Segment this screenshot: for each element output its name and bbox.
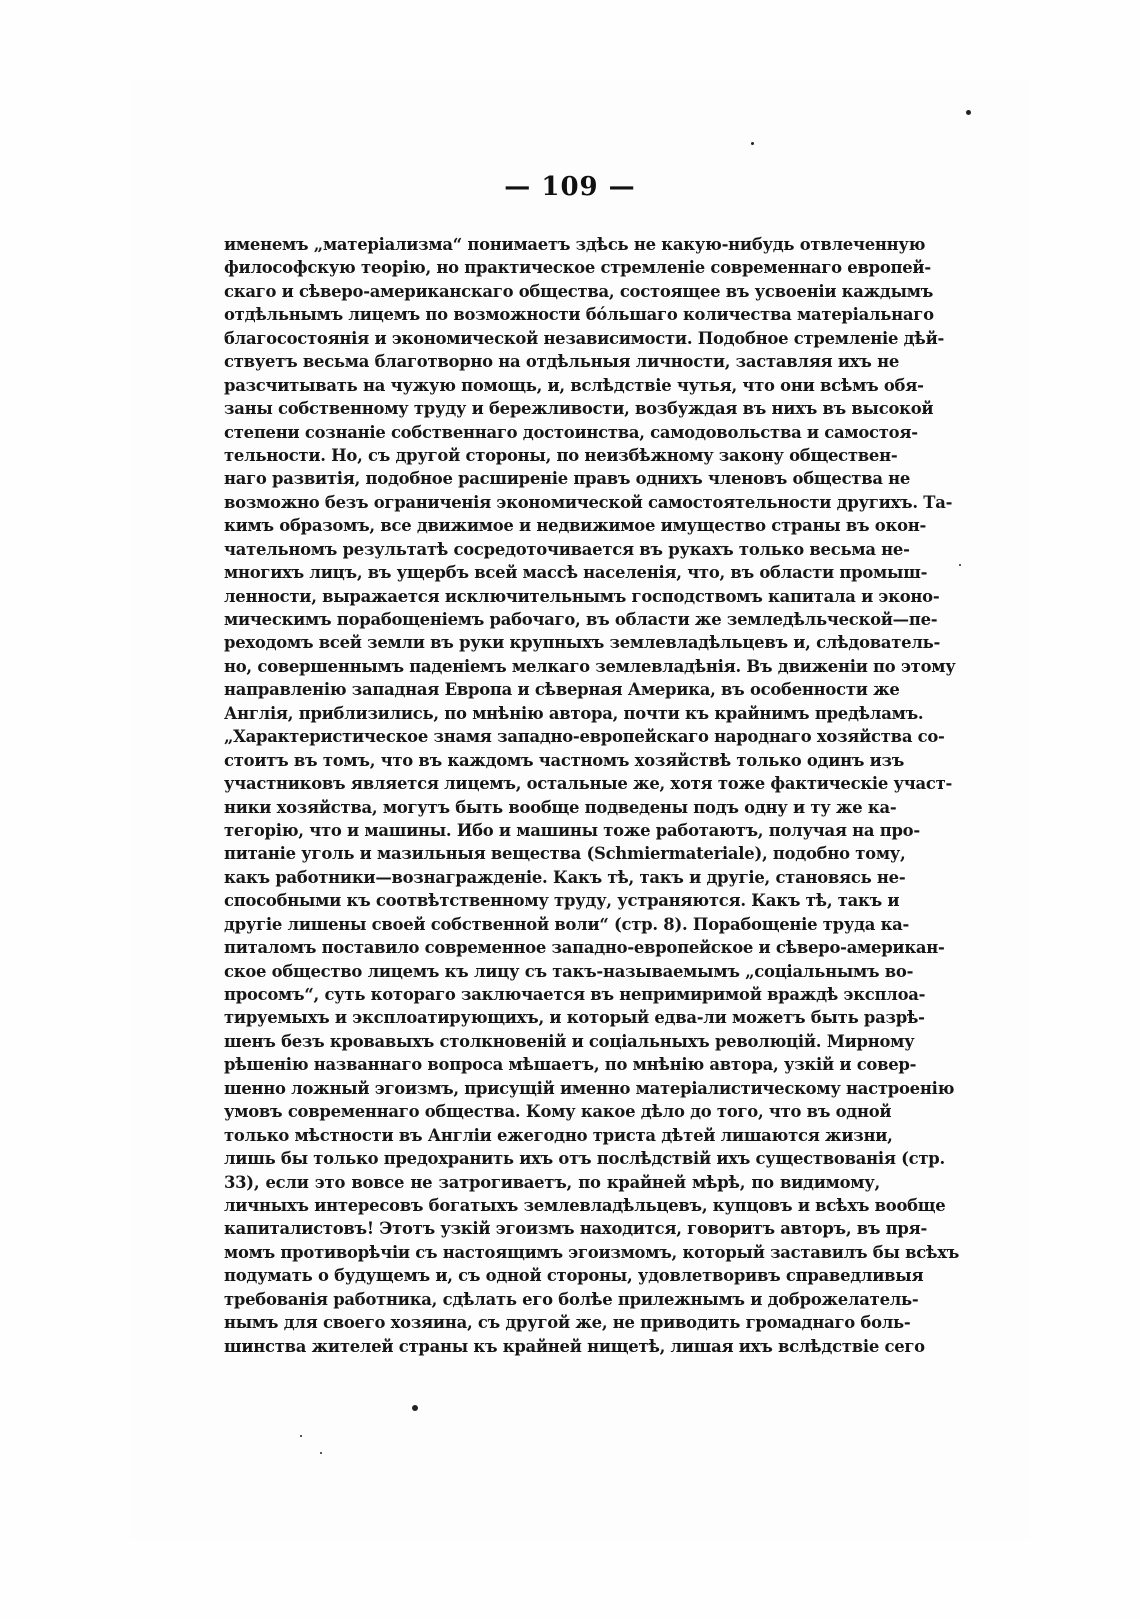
- text-line: заны собственному труду и бережливости, возбуждая въ нихъ въ высокой: [224, 399, 934, 419]
- text-line: шенно ложный эгоизмъ, присущій именно матеріалистическому настроенію: [224, 1078, 955, 1098]
- scan-speck: [300, 1435, 302, 1437]
- text-line: Англія, приблизились, по мнѣнію автора, почти къ крайнимъ предѣламъ.: [224, 703, 924, 723]
- text-line: рѣшенію названнаго вопроса мѣшаетъ, по мнѣнію автора, узкій и совер-: [224, 1055, 917, 1075]
- text-line: реходомъ всей земли въ руки крупныхъ землевладѣльцевъ и, слѣдователь-: [224, 633, 941, 653]
- text-line: капиталистовъ! Этотъ узкій эгоизмъ находится, говоритъ авторъ, въ пря-: [224, 1219, 928, 1239]
- body-text: [224, 233, 960, 1358]
- text-line: тельности. Но, съ другой стороны, по неизбѣжному закону обществен-: [224, 445, 898, 465]
- text-line: участниковъ является лицемъ, остальные же, хотя тоже фактическіе участ-: [224, 774, 953, 794]
- text-line: способными къ соотвѣтственному труду, устраняются. Какъ тѣ, такъ и: [224, 891, 900, 911]
- text-line: скаго и сѣверо-американскаго общества, состоящее въ усвоеніи каждымъ: [224, 281, 934, 301]
- text-line: питаломъ поставило современное западно-европейское и сѣверо-американ-: [224, 938, 945, 958]
- text-line: направленію западная Европа и сѣверная Америка, въ особенности же: [224, 680, 900, 700]
- text-line: отдѣльнымъ лицемъ по возможности бóльшаго количества матеріальнаго: [224, 305, 934, 325]
- text-line: ники хозяйства, могутъ быть вообще подведены подъ одну и ту же ка-: [224, 797, 897, 817]
- text-line: но, совершеннымъ паденіемъ мелкаго землевладѣнія. Въ движеніи по этому: [224, 656, 956, 676]
- scan-speck: [751, 142, 754, 145]
- text-line: просомъ“, суть котораго заключается въ непримиримой враждѣ эксплоа-: [224, 985, 926, 1004]
- text-line: благосостоянія и экономической независимости. Подобное стремленіе дѣй-: [224, 328, 945, 348]
- text-line: только мѣстности въ Англіи ежегодно триста дѣтей лишаются жизни,: [224, 1125, 893, 1145]
- text-line: ское общество лицемъ къ лицу съ такъ-называемымъ „соціальнымъ во-: [224, 961, 914, 981]
- text-line: подумать о будущемъ и, съ одной стороны, удовлетворивъ справедливыя: [224, 1266, 924, 1286]
- text-line: „Характеристическое знамя западно-европейскаго народнаго хозяйства со-: [224, 727, 945, 747]
- text-line: наго развитія, подобное расширеніе правъ однихъ членовъ общества не: [224, 469, 911, 489]
- text-line: лишь бы только предохранить ихъ отъ послѣдствій ихъ существованія (стр.: [224, 1149, 945, 1169]
- text-line: питаніе уголь и мазильныя вещества (Schmiermateriale), подобно тому,: [224, 844, 906, 864]
- text-line: нымъ для своего хозяина, съ другой же, не приводить громаднаго боль-: [224, 1313, 911, 1333]
- text-line: личныхъ интересовъ богатыхъ землевладѣльцевъ, купцовъ и всѣхъ вообще: [224, 1195, 946, 1215]
- text-line: разсчитывать на чужую помощь, и, вслѣдствіе чутья, что они всѣмъ обя-: [224, 375, 924, 395]
- text-line: стоитъ въ томъ, что въ каждомъ частномъ хозяйствѣ только одинъ изъ: [224, 750, 905, 770]
- text-line: тируемыхъ и эксплоатирующихъ, и который едва-ли можетъ быть разрѣ-: [224, 1008, 925, 1028]
- page-number: — 109 —: [504, 172, 636, 202]
- scan-speck: [320, 1452, 322, 1454]
- text-line: тегорію, что и машины. Ибо и машины тоже работаютъ, получая на про-: [224, 820, 920, 840]
- text-line: именемъ „матеріализма“ понимаетъ здѣсь не какую-нибудь отвлеченную: [224, 235, 926, 254]
- scan-speck: [966, 110, 971, 115]
- text-line: другіе лишены своей собственной воли“ (стр. 8). Порабощеніе труда ка-: [224, 914, 910, 934]
- text-line: момъ противорѣчіи съ настоящимъ эгоизмомъ, который заставилъ бы всѣхъ: [224, 1242, 960, 1262]
- text-line: мическимъ порабощеніемъ рабочаго, въ области же земледѣльческой—пе-: [224, 610, 938, 629]
- text-line: кимъ образомъ, все движимое и недвижимое имущество страны въ окон-: [224, 516, 927, 536]
- text-line: ствуетъ весьма благотворно на отдѣльныя личности, заставляя ихъ не: [224, 352, 899, 372]
- text-line: возможно безъ ограниченія экономической самостоятельности другихъ. Та-: [224, 492, 953, 512]
- text-line: многихъ лицъ, въ ущербъ всей массѣ населенія, что, въ области промыш-: [224, 563, 928, 583]
- text-line: умовъ современнаго общества. Кому какое дѣло до того, что въ одной: [224, 1102, 892, 1122]
- text-line: чательномъ результатѣ сосредоточивается въ рукахъ только весьма не-: [224, 539, 910, 559]
- text-line: философскую теорію, но практическое стремленіе современнаго европей-: [224, 258, 931, 278]
- scan-speck: [959, 564, 961, 566]
- text-line: 33), если это вовсе не затрогиваетъ, по крайней мѣрѣ, по видимому,: [224, 1172, 880, 1192]
- text-line: шенъ безъ кровавыхъ столкновеній и соціальныхъ революцій. Мирному: [224, 1031, 915, 1051]
- text-line: ленности, выражается исключительнымъ господствомъ капитала и эконо-: [224, 586, 940, 606]
- scan-speck: [412, 1405, 418, 1411]
- text-line: степени сознаніе собственнаго достоинства, самодовольства и самостоя-: [224, 422, 918, 442]
- text-line: шинства жителей страны къ крайней нищетѣ, лишая ихъ вслѣдствіе сего: [224, 1336, 925, 1356]
- text-line: требованія работника, сдѣлать его болѣе прилежнымъ и доброжелатель-: [224, 1289, 919, 1309]
- text-line: какъ работники—вознагражденіе. Какъ тѣ, такъ и другіе, становясь не-: [224, 867, 906, 887]
